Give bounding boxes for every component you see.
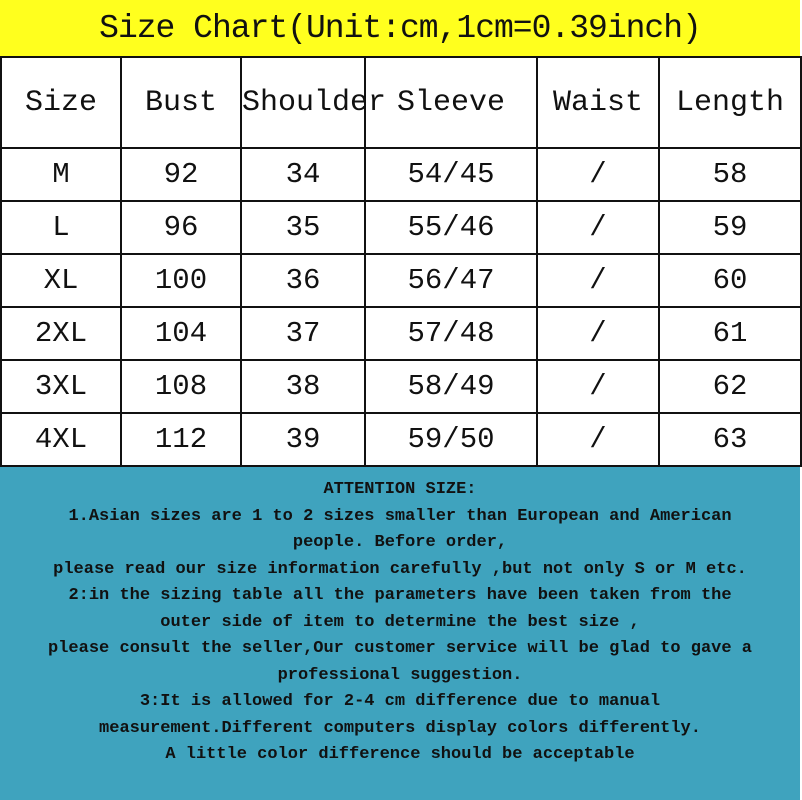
- cell-shoulder: 39: [241, 413, 365, 466]
- attention-notice: [0, 467, 800, 800]
- cell-waist: /: [537, 307, 659, 360]
- cell-shoulder: 38: [241, 360, 365, 413]
- cell-size: 2XL: [1, 307, 121, 360]
- cell-length: 59: [659, 201, 801, 254]
- cell-size: 4XL: [1, 413, 121, 466]
- cell-shoulder: 36: [241, 254, 365, 307]
- table-row: [1, 254, 801, 307]
- notice-line: 2:in the sizing table all the parameters have been taken from the: [68, 586, 732, 605]
- cell-length: 62: [659, 360, 801, 413]
- header-waist: Waist: [537, 57, 659, 148]
- notice-line: please consult the seller,Our customer service will be glad to gave a: [48, 639, 752, 658]
- notice-line: professional suggestion.: [277, 665, 523, 685]
- cell-bust: 92: [121, 148, 241, 201]
- cell-bust: 96: [121, 201, 241, 254]
- notice-line: people. Before order,: [292, 533, 508, 552]
- cell-size: XL: [1, 254, 121, 307]
- header-sleeve: Sleeve: [365, 57, 537, 148]
- cell-waist: /: [537, 148, 659, 201]
- cell-bust: 100: [121, 254, 241, 307]
- cell-waist: /: [537, 254, 659, 307]
- cell-length: 60: [659, 254, 801, 307]
- notice-line: 1.Asian sizes are 1 to 2 sizes smaller than European and American: [68, 506, 732, 526]
- table-row: [1, 360, 801, 413]
- table-row: [1, 201, 801, 254]
- notice-line: please read our size information carefully ,but not only S or M etc.: [53, 559, 747, 579]
- table-row: [1, 413, 801, 466]
- cell-sleeve: 59/50: [365, 413, 537, 466]
- cell-sleeve: 57/48: [365, 307, 537, 360]
- cell-shoulder: 37: [241, 307, 365, 360]
- header-size: Size: [1, 57, 121, 148]
- cell-length: 58: [659, 148, 801, 201]
- cell-size: M: [1, 148, 121, 201]
- size-table: [0, 56, 802, 467]
- cell-shoulder: 35: [241, 201, 365, 254]
- cell-length: 63: [659, 413, 801, 466]
- cell-waist: /: [537, 413, 659, 466]
- cell-shoulder: 34: [241, 148, 365, 201]
- notice-line: 3:It is allowed for 2-4 cm difference due to manual: [139, 692, 661, 711]
- cell-waist: /: [537, 360, 659, 413]
- size-chart-title: Size Chart(Unit:cm,1cm=0.39inch): [0, 0, 800, 58]
- header-bust: Bust: [121, 57, 241, 148]
- table-row: [1, 307, 801, 360]
- notice-line: outer side of item to determine the best size ,: [160, 612, 640, 632]
- table-row: [1, 148, 801, 201]
- cell-bust: 112: [121, 413, 241, 466]
- notice-heading: ATTENTION SIZE:: [323, 480, 477, 499]
- cell-bust: 104: [121, 307, 241, 360]
- header-length: Length: [659, 57, 801, 148]
- notice-line: measurement.Different computers display colors differently.: [99, 718, 701, 738]
- table-header-row: [1, 57, 801, 148]
- cell-bust: 108: [121, 360, 241, 413]
- cell-waist: /: [537, 201, 659, 254]
- cell-size: L: [1, 201, 121, 254]
- cell-length: 61: [659, 307, 801, 360]
- cell-size: 3XL: [1, 360, 121, 413]
- notice-line: A little color difference should be acceptable: [165, 745, 635, 764]
- cell-sleeve: 56/47: [365, 254, 537, 307]
- cell-sleeve: 58/49: [365, 360, 537, 413]
- cell-sleeve: 55/46: [365, 201, 537, 254]
- cell-sleeve: 54/45: [365, 148, 537, 201]
- header-shoulder: Shoulder: [241, 57, 365, 148]
